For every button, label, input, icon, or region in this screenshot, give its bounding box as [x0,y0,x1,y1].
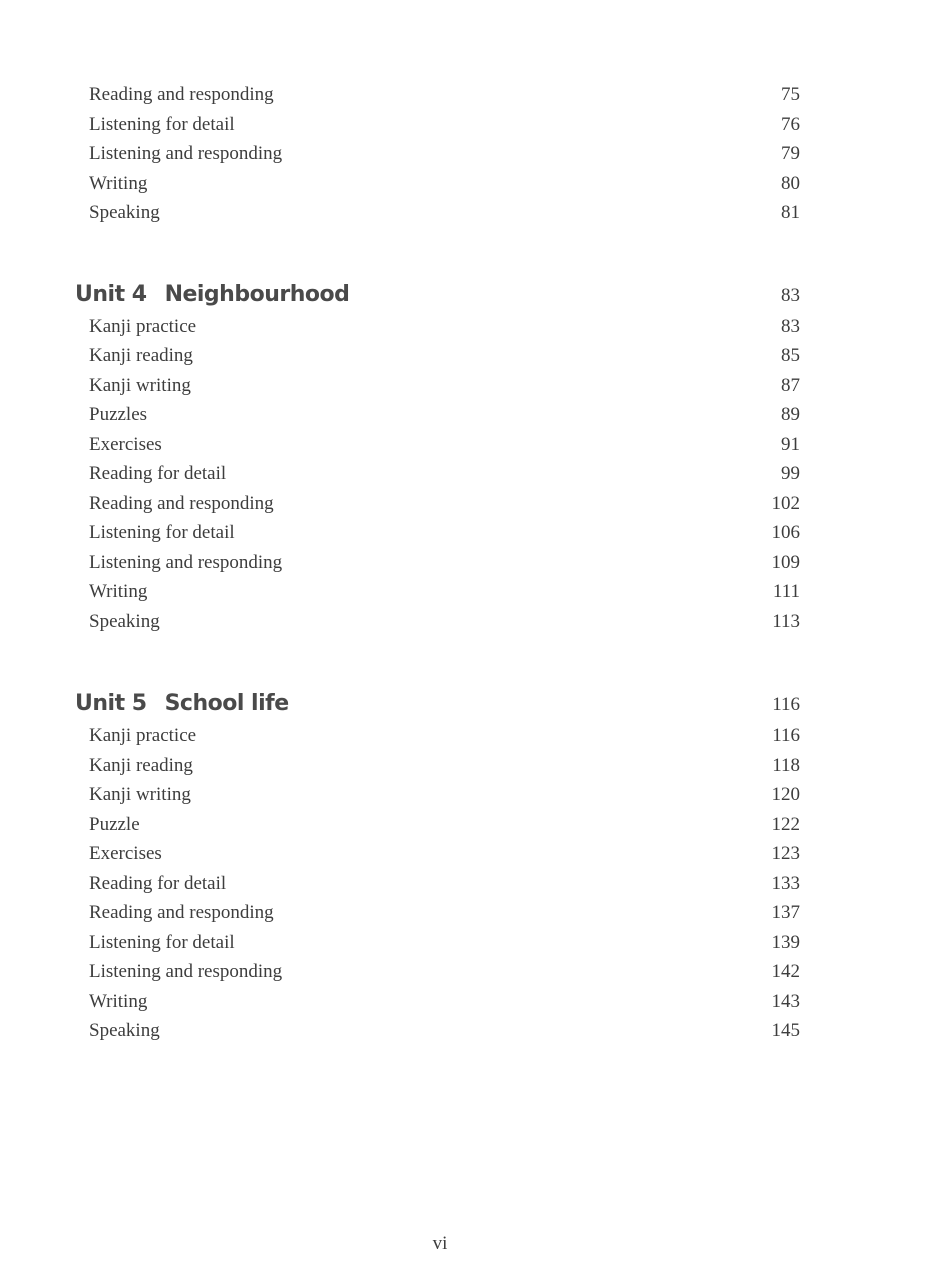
unit-heading[interactable] [75,281,800,313]
toc-entry[interactable] [89,403,800,433]
toc-entry[interactable] [89,492,800,522]
unit-page: 83 [781,285,800,306]
toc-entry-page: 133 [771,873,800,894]
toc-entry-page: 89 [781,404,800,425]
toc-entry-page: 106 [771,522,800,543]
toc-entry[interactable] [89,113,800,143]
toc-entry[interactable] [89,724,800,754]
toc-entry-title: Writing [89,173,148,194]
toc-entry[interactable] [89,960,800,990]
toc-entry-page: 123 [771,843,800,864]
toc-entry-page: 116 [772,725,800,746]
toc-entry[interactable] [89,374,800,404]
toc-entry-page: 142 [771,961,800,982]
toc-entry-title: Listening and responding [89,143,283,164]
unit-title [75,690,289,718]
unit-name: School life [164,691,289,716]
toc-entry-title: Listening and responding [89,552,283,573]
toc-entry-title: Listening and responding [89,961,283,982]
toc-entry-page: 87 [781,375,800,396]
toc-entry[interactable] [89,142,800,172]
toc-entry-title: Writing [89,581,148,602]
toc-entry[interactable] [89,551,800,581]
unit-page: 116 [772,694,800,715]
toc-entry-title: Reading and responding [89,84,274,105]
unit-name: Neighbourhood [164,282,350,307]
toc-entry-title: Speaking [89,611,160,632]
toc-entry-page: 99 [781,463,800,484]
toc-entry[interactable] [89,580,800,610]
toc-entry-page: 75 [781,84,800,105]
toc-entry-page: 79 [781,143,800,164]
toc-entry-page: 139 [771,932,800,953]
toc-entry[interactable] [89,172,800,202]
toc-entry[interactable] [89,201,800,231]
unit-heading[interactable] [75,690,800,722]
toc-entry-page: 81 [781,202,800,223]
toc-entry[interactable] [89,521,800,551]
toc-entry[interactable] [89,783,800,813]
toc-entry-page: 145 [771,1020,800,1041]
page-number-footer: vi [432,1233,448,1254]
toc-entry-title: Kanji practice [89,725,197,746]
toc-entry-title: Speaking [89,1020,160,1041]
toc-entry-title: Kanji reading [89,345,193,366]
toc-entry-title: Puzzle [89,814,140,835]
toc-entry-title: Listening for detail [89,522,235,543]
toc-entry-title: Exercises [89,843,162,864]
toc-entry[interactable] [89,462,800,492]
toc-entry-title: Kanji practice [89,316,197,337]
toc-entry-page: 122 [771,814,800,835]
toc-entry-page: 85 [781,345,800,366]
toc-entry-page: 113 [772,611,800,632]
toc-entry[interactable] [89,1019,800,1049]
toc-entry[interactable] [89,990,800,1020]
toc-entry[interactable] [89,83,800,113]
toc-entry[interactable] [89,610,800,640]
toc-entry-page: 76 [781,114,800,135]
toc-entry-page: 137 [771,902,800,923]
toc-entry-title: Kanji writing [89,375,191,396]
toc-entry-title: Kanji reading [89,755,193,776]
unit-title [75,281,349,309]
unit-number: Unit 5 [75,691,147,716]
toc-entry-page: 80 [781,173,800,194]
toc-entry-page: 83 [781,316,800,337]
toc-entry[interactable] [89,344,800,374]
toc-entry[interactable] [89,754,800,784]
toc-entry[interactable] [89,813,800,843]
toc-entry-title: Listening for detail [89,114,235,135]
toc-entry-title: Speaking [89,202,160,223]
toc-entry[interactable] [89,931,800,961]
toc-entry-title: Reading and responding [89,493,274,514]
toc-entry-title: Reading and responding [89,902,274,923]
toc-entry[interactable] [89,901,800,931]
toc-entry-page: 111 [772,581,800,602]
toc-entry[interactable] [89,315,800,345]
toc-entry-title: Writing [89,991,148,1012]
toc-entry[interactable] [89,842,800,872]
toc-entry-title: Kanji writing [89,784,191,805]
toc-entry-title: Listening for detail [89,932,235,953]
unit-number: Unit 4 [75,282,147,307]
toc-entry-page: 91 [781,434,800,455]
toc-entry[interactable] [89,872,800,902]
toc-entry-title: Reading for detail [89,873,227,894]
toc-entry-page: 120 [771,784,800,805]
toc-entry-page: 143 [771,991,800,1012]
toc-entry-title: Puzzles [89,404,148,425]
toc-entry[interactable] [89,433,800,463]
toc-entry-title: Exercises [89,434,162,455]
toc-entry-title: Reading for detail [89,463,227,484]
toc-entry-page: 102 [771,493,800,514]
toc-entry-page: 109 [771,552,800,573]
toc-entry-page: 118 [772,755,800,776]
